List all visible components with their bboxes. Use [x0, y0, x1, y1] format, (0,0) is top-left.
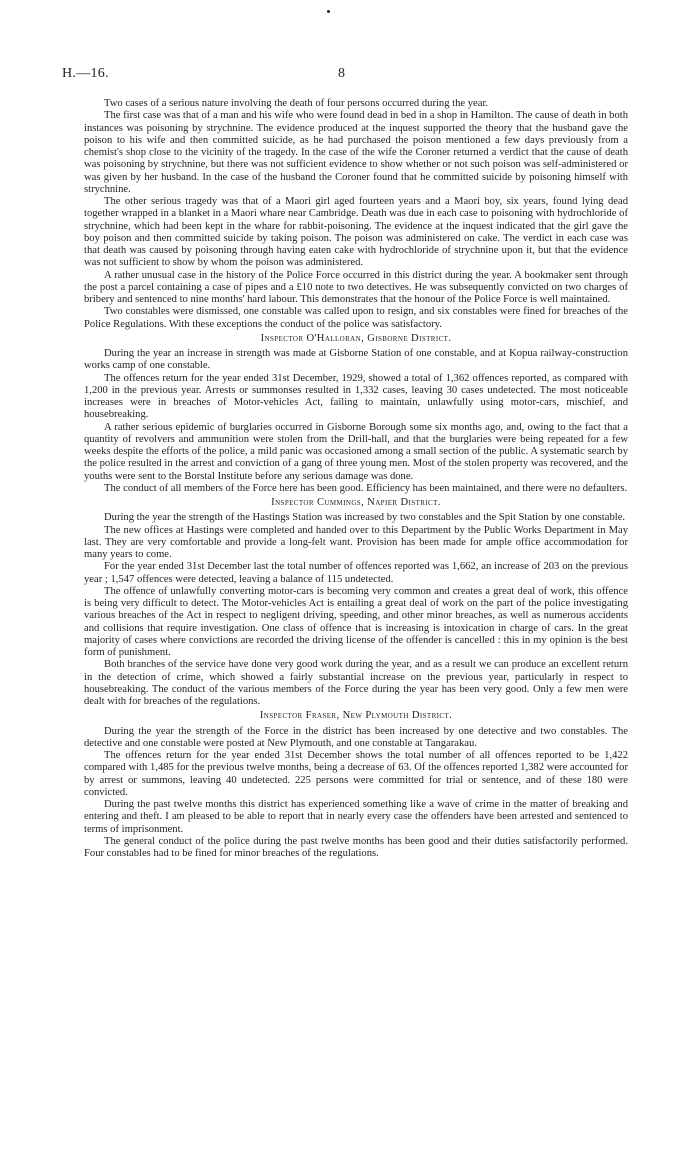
- paragraph: Both branches of the service have done very good work during the year, and as a result we can produce an excellent return in the detection of crime, which showed a fairly substantial increase on the previous year, particularly in respect to housebreaking. The conduct of the various members of the Force during the year has been very good. Only a few men were dealt with for breaches of the regulations.: [84, 659, 628, 707]
- paragraph: During the year the strength of the Force in the district has been increased by one detective and two constables. The detective and one constable were posted at New Plymouth, and one constable at Tangarakau.: [84, 725, 628, 749]
- paragraph: The first case was that of a man and his wife who were found dead in bed in a shop in Hamilton. The cause of death in both instances was poisoning by strychnine. The evidence produced at the inquest supported the theory that the husband gave the poison to his wife and then committed suicide, as he had purchased the poison mentioned a few days previously from a chemist's shop close to the vicinity of the tragedy. In the case of the wife the Coroner returned a verdict that the cause of death was poisoning by strychnine, but there was not sufficient evidence to show whether or not such poison was self-administered or was given by her husband. In the case of the husband the Coroner found that he committed suicide by poisoning himself with strychnine.: [84, 110, 628, 195]
- paragraph: A rather serious epidemic of burglaries occurred in Gisborne Borough some six months ago, and, owing to the fact that a quantity of revolvers and ammunition were stolen from the Drill-hall, and that the burglaries were being repeated for a few weeks despite the efforts of the police, a mild panic was occasioned among a small section of the public. A systematic search by the police resulted in the arrest and conviction of a gang of three young men. Most of the stolen property was recovered, and the youths were sent to the Borstal Institute before any serious damage was done.: [84, 421, 628, 482]
- section-new-plymouth: [84, 710, 628, 860]
- paragraph: The new offices at Hastings were completed and handed over to this Department by the Public Works Department in May last. They are very comfortable and provide a long-felt want. Provision has been made for ample office accommodation for many years to come.: [84, 524, 628, 560]
- section-general: [84, 98, 628, 331]
- paragraph: During the year an increase in strength was made at Gisborne Station of one constable, and at Kopua railway-construction works camp of one constable.: [84, 348, 628, 372]
- paragraph: During the year the strength of the Hastings Station was increased by two constables and the Spit Station by one constable.: [104, 512, 626, 524]
- document-reference: H.—16.: [62, 66, 109, 81]
- paragraph: For the year ended 31st December last the total number of offences reported was 1,662, an increase of 203 on the previous year ; 1,547 offences were detected, leaving a balance of 115 undetected.: [84, 561, 628, 585]
- page-mark: [327, 10, 330, 13]
- section-napier: [84, 497, 628, 708]
- paragraph: The offences return for the year ended 31st December shows the total number of all offences reported to be 1,422 compared with 1,485 for the previous twelve months, being a decrease of 63. Of the offences reported 1,382 were accounted for by arrest or summons, leaving 40 undetected. 225 persons were committed for trial or sentence, and of these 180 were convicted.: [84, 750, 628, 798]
- section-heading: Inspector Cummings, Napier District.: [271, 497, 441, 508]
- section-gisborne: [84, 333, 628, 495]
- report-body: [84, 98, 628, 860]
- page-number: 8: [338, 66, 345, 81]
- paragraph: The offence of unlawfully converting motor-cars is becoming very common and creates a great deal of work, this offence is being very difficult to detect. The Motor-vehicles Act is entailing a great deal of work on the part of the police investigating various breaches of the Act in respect to negligent driving, speeding, and other minor breaches, as well as numerous accidents and collisions that require investigation. One class of offence that is increasing is intoxication in charge of cars. In the great majority of cases where convictions are recorded the driving license of the offender is cancelled : this in my opinion is the best form of punishment.: [84, 585, 628, 658]
- section-heading: Inspector Fraser, New Plymouth District.: [259, 710, 453, 722]
- paragraph: The general conduct of the police during the past twelve months has been good and their duties satisfactorily performed. Four constables had to be fined for minor breaches of the regulations.: [84, 835, 628, 859]
- paragraph: Two cases of a serious nature involving the death of four persons occurred during the year.: [104, 98, 489, 109]
- section-heading: Inspector O'Halloran, Gisborne District.: [260, 332, 452, 344]
- paragraph: A rather unusual case in the history of the Police Force occurred in this district during the year. A bookmaker sent through the post a parcel containing a case of pipes and a £10 note to two detectives. He was subsequently convicted on two charges of bribery and sentenced to nine months' hard labour. This demonstrates that the honour of the Police Force is well maintained.: [84, 269, 628, 305]
- paragraph: During the past twelve months this district has experienced something like a wave of crime in the matter of breaking and entering and theft. I am pleased to be able to report that in nearly every case the offenders have been arrested and sentenced to terms of imprisonment.: [84, 799, 628, 835]
- paragraph: The conduct of all members of the Force here has been good. Efficiency has been maintained, and there were no defaulters.: [104, 482, 628, 494]
- paragraph: Two constables were dismissed, one constable was called upon to resign, and six constables were fined for breaches of the Police Regulations. With these exceptions the conduct of the police was satisfactory.: [84, 306, 628, 330]
- paragraph: The offences return for the year ended 31st December, 1929, showed a total of 1,362 offences reported, as compared with 1,200 in the previous year. Arrests or summonses resulted in 1,332 cases, leaving 30 cases undetected. The most noticeable increases were in breaches of Motor-vehicles Act, failing to maintain, unlawfully using motor-cars, mischief, and housebreaking.: [84, 372, 628, 421]
- paragraph: The other serious tragedy was that of a Maori girl aged fourteen years and a Maori boy, six years, found lying dead together wrapped in a blanket in a Maori whare near Cambridge. Death was due in each case to poisoning with hydrochloride of strychnine, which had been kept in the whare for rabbit-poisoning. The evidence at the inquest indicated that the girl gave the boy poison and then committed suicide by taking poison. The poison was administered on cake. The verdict in each case was that death was caused by poisoning through having eaten cake with hydrochloride of strychnine upon it, but that the evidence was not sufficient to show by whom the poison was administered.: [84, 196, 628, 269]
